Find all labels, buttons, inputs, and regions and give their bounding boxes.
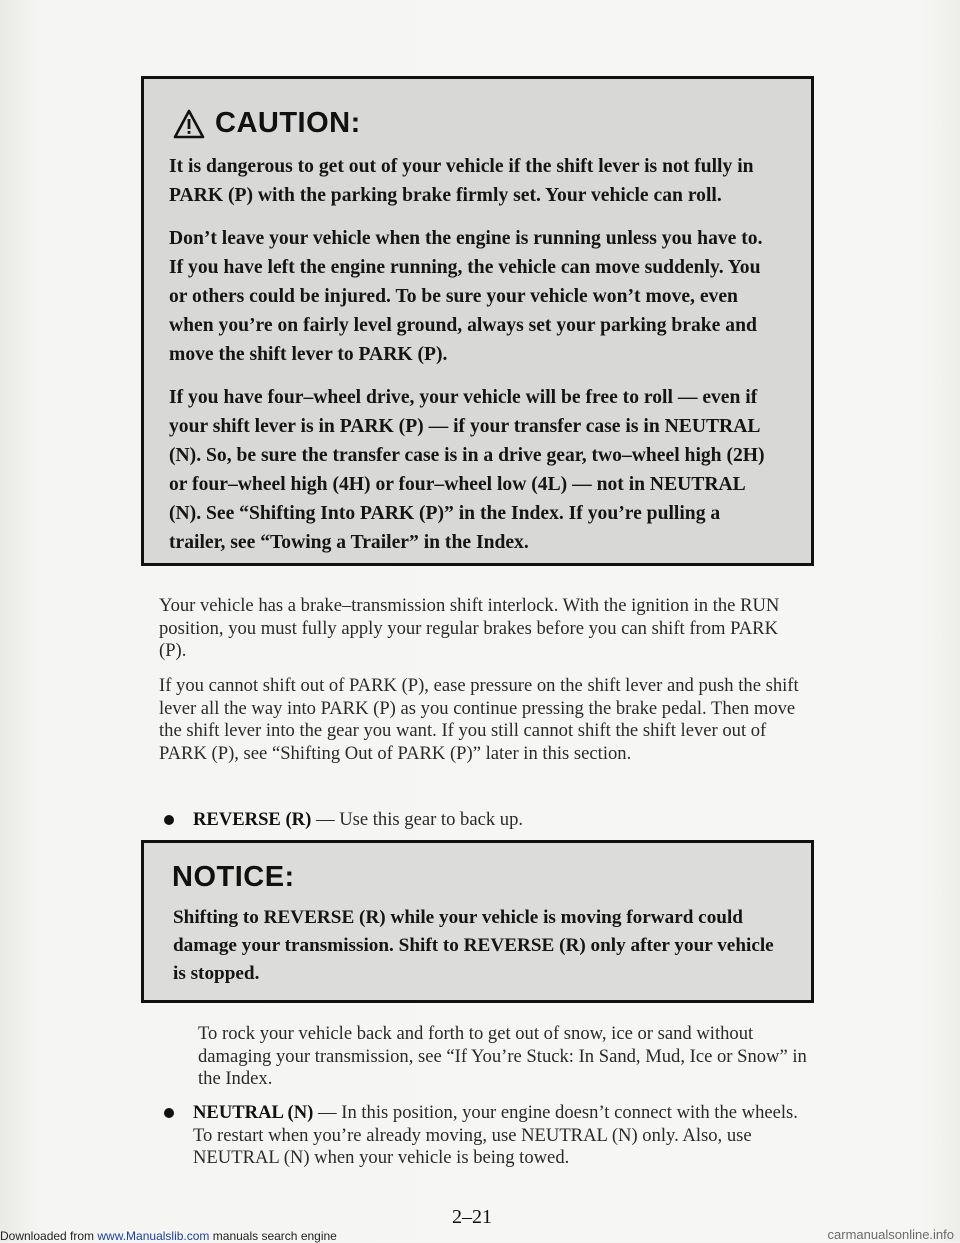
caution-box <box>141 76 814 566</box>
neutral-label: NEUTRAL (N) <box>193 1102 314 1123</box>
caution-paragraph-1: It is dangerous to get out of your vehicle if the shift lever is not fully in PARK (P) with the parking brake firmly set. Your vehicle can roll. <box>169 156 754 206</box>
notice-box <box>141 840 814 1003</box>
interlock-paragraph <box>159 595 799 663</box>
page-number: 2–21 <box>452 1206 492 1228</box>
manualslib-link[interactable]: www.Manualslib.com <box>97 1229 210 1243</box>
download-watermark <box>0 1229 337 1243</box>
caution-heading <box>169 107 781 140</box>
interlock-text: Your vehicle has a brake–transmission shift interlock. With the ignition in the RUN position, you must fully apply your regular brakes before you can shift from PARK (P). <box>159 595 780 661</box>
watermark-prefix: Downloaded from <box>0 1229 98 1243</box>
neutral-text: — In this position, your engine doesn’t connect with the wheels. To restart when you’re already moving, use NEUTRAL (N) only. Also, use NEUTRAL (N) when your vehicle is being towed. <box>193 1102 798 1168</box>
watermark-suffix: manuals search engine <box>209 1229 337 1243</box>
bullet-dot-icon <box>164 1108 174 1118</box>
cannot-shift-paragraph <box>159 675 799 765</box>
notice-heading: NOTICE: <box>172 861 295 893</box>
bullet-dot-icon <box>164 815 174 825</box>
site-watermark: carmanualsonline.info <box>827 1227 954 1242</box>
caution-paragraph-3: If you have four–wheel drive, your vehicle will be free to roll — even if your shift lever is in PARK (P) — if your transfer case is in NEUTRAL (N). So, be sure the transfer case is in a drive gear, two–wheel high (2H) or four–wheel high (4H) or four–wheel low (4L) — not in NEUTRAL (N). See “Shifting Into PARK (P)” in the Index. If you’re pulling a trailer, see “Towing a Trailer” in the Index. <box>169 387 765 553</box>
notice-text: Shifting to REVERSE (R) while your vehicle is moving forward could damage your transmission. Shift to REVERSE (R) only after your vehicle is stopped. <box>173 907 774 984</box>
warning-triangle-icon <box>173 109 205 139</box>
rocking-text: To rock your vehicle back and forth to get out of snow, ice or sand without damaging your transmission, see “If You’re Stuck: In Sand, Mud, Ice or Snow” in the Index. <box>198 1023 807 1089</box>
neutral-bullet <box>159 1102 819 1170</box>
caution-paragraph-2: Don’t leave your vehicle when the engine is running unless you have to. If you have left the engine running, the vehicle can move suddenly. You or others could be injured. To be sure your vehicle won’t move, even when you’re on fairly level ground, always set your parking brake and move the shift lever to PARK (P). <box>169 228 763 365</box>
reverse-label: REVERSE (R) <box>193 809 312 830</box>
caution-heading-text: CAUTION: <box>215 107 361 139</box>
reverse-bullet <box>159 809 799 832</box>
reverse-text: — Use this gear to back up. <box>311 809 524 830</box>
rocking-paragraph <box>198 1023 818 1091</box>
cannot-shift-text: If you cannot shift out of PARK (P), ease pressure on the shift lever and push the shift lever all the way into PARK (P) as you continue pressing the brake pedal. Then move the shift lever into the gear you want. If you still cannot shift the shift lever out of PARK (P), see “Shifting Out of PARK (P)” later in this section. <box>159 675 799 764</box>
